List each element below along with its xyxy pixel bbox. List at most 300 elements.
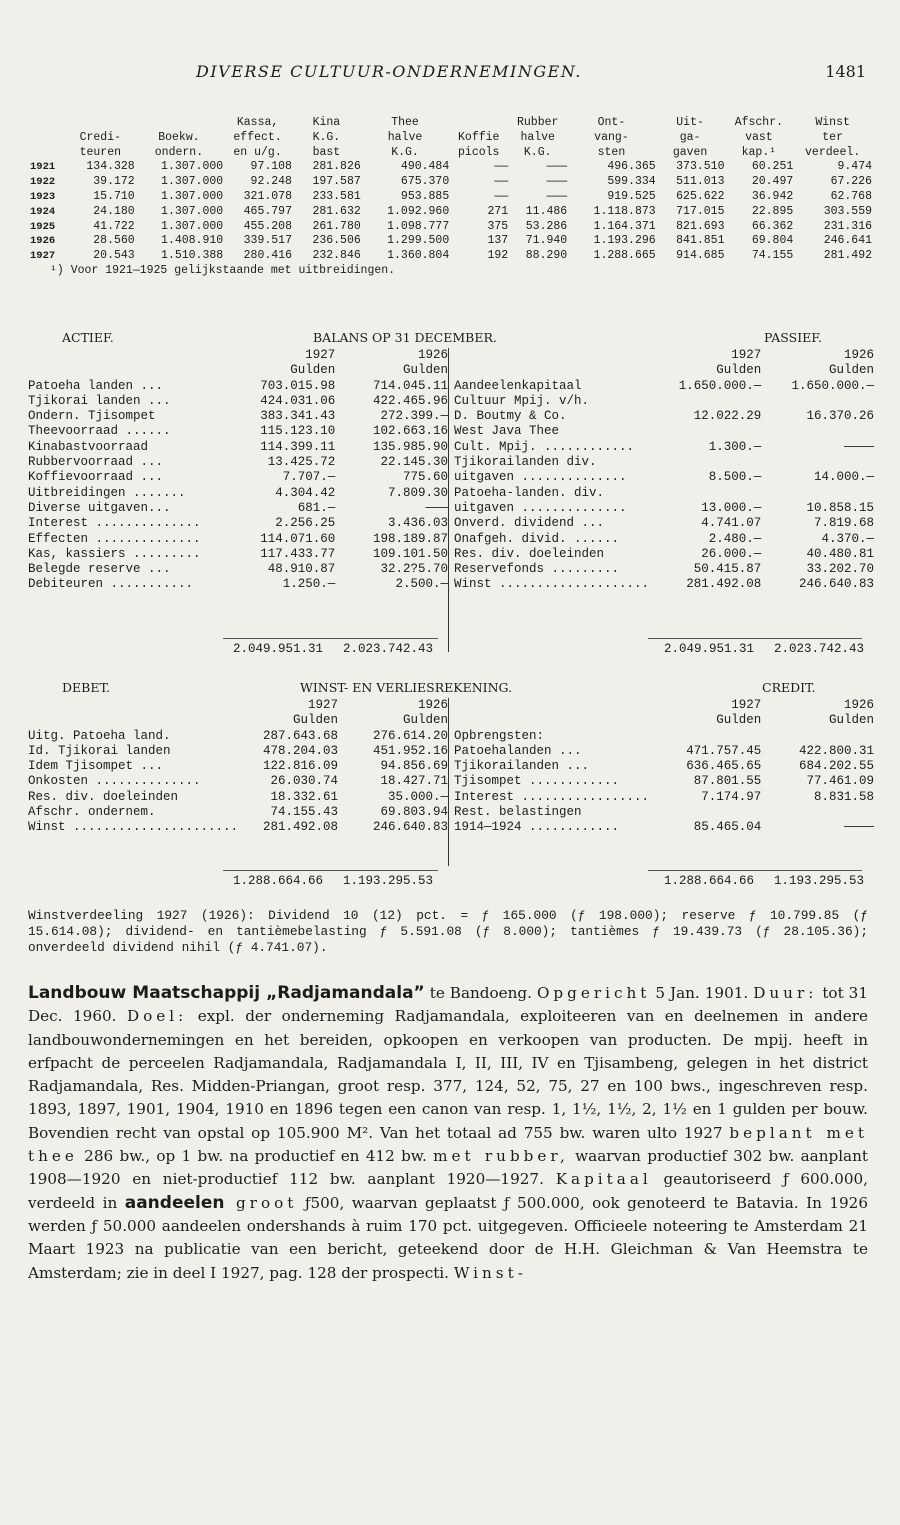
year-a: 1927 <box>731 348 762 362</box>
stats-cell: 236.506 <box>312 234 361 248</box>
stats-cell: ——— <box>546 189 568 203</box>
stats-year-header <box>30 146 66 161</box>
row-value-a <box>659 424 761 439</box>
stats-footnote: ¹) Voor 1921—1925 gelijkstaande met uitbreidingen. <box>50 263 396 277</box>
row-label: Interest .............. <box>28 516 201 531</box>
duur-text: tot 31 Dec. 1960. <box>28 984 868 1026</box>
year-row <box>454 348 874 363</box>
company-location: te Bandoeng. <box>429 984 532 1002</box>
row-value-b: 422.465.96 <box>372 393 448 408</box>
row-label: D. Boutmy & Co. <box>454 409 567 424</box>
stats-year: 1924 <box>30 205 56 218</box>
pl-heads <box>28 680 874 698</box>
unit-row <box>28 713 448 728</box>
row-value-a <box>659 805 761 820</box>
stats-header-row <box>30 116 872 131</box>
year-a: 1927 <box>308 698 339 712</box>
stats-column-header: Koffie <box>458 130 500 144</box>
stats-cell: 271 <box>487 204 509 218</box>
year-row <box>28 348 448 363</box>
row-value-b <box>761 486 874 501</box>
row-value-a: 2.480.— <box>708 531 762 546</box>
stats-footnote-row <box>30 264 872 279</box>
row-value-a: 87.801.55 <box>693 774 762 789</box>
page-number: 1481 <box>825 62 866 81</box>
table-row <box>454 729 874 744</box>
year-row <box>28 698 448 713</box>
stats-cell: ——— <box>546 160 568 174</box>
stats-cell: 15.710 <box>93 189 135 203</box>
table-row <box>454 440 874 455</box>
table-row <box>454 394 874 409</box>
row-label: Opbrengsten: <box>454 728 545 743</box>
row-value-b: 94.856.69 <box>380 759 448 774</box>
unit-row <box>28 363 448 378</box>
year-row <box>454 698 874 713</box>
stats-column-header: ga- <box>679 130 701 144</box>
row-label: Kas, kassiers ......... <box>28 546 201 561</box>
table-row <box>454 455 874 470</box>
row-value-b: ——— <box>425 500 448 515</box>
table-row <box>454 577 874 592</box>
stats-cell: 919.525 <box>607 189 656 203</box>
row-value-a: 424.031.06 <box>260 393 336 408</box>
stats-cell: 914.685 <box>676 249 725 263</box>
row-value-b: 246.640.83 <box>798 577 874 592</box>
company-name: Landbouw Maatschappij „Radjamandala” <box>28 983 425 1003</box>
year-b: 1926 <box>843 348 874 362</box>
stats-year: 1927 <box>30 250 56 263</box>
stats-cell: —— <box>494 189 509 203</box>
unit-a: Gulden <box>716 363 762 378</box>
row-value-b: 18.427.71 <box>380 774 448 789</box>
winst-label: Winst- <box>453 1263 527 1282</box>
stats-cell: 69.804 <box>751 234 794 248</box>
row-label: Koffievoorraad ... <box>28 470 164 485</box>
row-value-b: 77.461.09 <box>806 774 874 789</box>
table-row <box>28 455 448 470</box>
table-row <box>28 532 448 547</box>
credit-table <box>454 698 874 836</box>
row-value-b: 198.189.87 <box>372 531 448 546</box>
row-value-a: 281.492.08 <box>263 820 339 835</box>
stats-cell: 36.942 <box>751 189 794 203</box>
row-value-a: 287.643.68 <box>263 728 339 743</box>
row-value-b: 33.202.70 <box>806 562 874 577</box>
row-value-b: 7.819.68 <box>813 516 874 531</box>
stats-cell: 281.826 <box>312 160 361 174</box>
row-value-a: 1.250.— <box>282 577 336 592</box>
row-value-a: 383.341.43 <box>260 409 336 424</box>
row-label: 1914—1924 ............ <box>454 820 620 835</box>
stats-cell: 717.015 <box>676 204 725 218</box>
stats-row <box>30 234 872 249</box>
stats-cell: 1.307.000 <box>161 204 224 218</box>
table-row <box>454 820 874 835</box>
row-value-b: 135.985.90 <box>372 439 448 454</box>
row-value-a: 74.155.43 <box>270 805 339 820</box>
company-text-1: expl. der onderneming Radjamandala, exploiteeren van en deelnemen in andere landbouwondernemingen en het bereiden, opkoopen en verkoopen van producten. De mpij. heeft in erfpacht de perceelen Radjamandala, Radjamandala I, II, III, IV en Tjisambeng, gelegen in het district Radjamandala, Res. Midden-Priangan, groot resp. 377, 124, 52, 75, 27 en 100 bws., ingeschreven resp. 1893, 1897, 1901, 1904, 1910 en 1896 tegen een canon van resp. 1, 1½, 1½, 2, 1½ en 1 gulden per bouw. Bovendien recht van opstal op 105.900 M². Van het totaal ad 755 bw. waren ulto 1927 <box>28 1007 868 1142</box>
table-row <box>454 379 874 394</box>
row-value-a: 1.650.000.— <box>678 378 762 393</box>
stats-cell: 67.226 <box>830 175 872 189</box>
stats-cell: 303.559 <box>823 204 872 218</box>
stats-column-header: effect. <box>233 130 282 144</box>
table-row <box>28 790 448 805</box>
passief-table <box>454 348 874 593</box>
stats-cell: 953.885 <box>400 189 450 203</box>
running-header <box>28 62 874 88</box>
row-label: Kinabastvoorraad <box>28 439 149 454</box>
row-label: Belegde reserve ... <box>28 562 171 577</box>
stats-cell: 1.307.000 <box>161 160 224 174</box>
row-label: Effecten .............. <box>28 531 201 546</box>
row-label: Id. Tjikorai landen <box>28 743 171 758</box>
table-row <box>28 729 448 744</box>
stats-cell: 373.510 <box>676 160 725 174</box>
stats-cell: 246.641 <box>823 234 872 248</box>
table-row <box>28 501 448 516</box>
row-label: Tjikorailanden div. <box>454 455 597 470</box>
row-value-a: 13.425.72 <box>267 455 336 470</box>
row-value-a <box>659 394 761 409</box>
row-label: Patoeha-landen. div. <box>454 485 605 500</box>
row-value-b: 272.399.— <box>380 409 448 424</box>
row-value-b <box>761 455 874 470</box>
stats-table <box>30 116 872 279</box>
debet-total-a: 1.288.664.66 <box>232 874 323 888</box>
row-value-b: 8.831.58 <box>813 789 874 804</box>
actief-total-a: 2.049.951.31 <box>232 642 323 656</box>
kapitaal-label: Kapitaal <box>555 1170 652 1189</box>
stats-cell: 41.722 <box>93 219 135 233</box>
stats-year-header <box>30 131 66 146</box>
table-row <box>28 774 448 789</box>
row-value-a: 85.465.04 <box>693 820 762 835</box>
row-value-b <box>761 424 874 439</box>
row-value-a: 2.256.25 <box>275 516 336 531</box>
unit-b: Gulden <box>828 363 874 378</box>
unit-a: Gulden <box>293 713 339 728</box>
stats-row <box>30 205 872 220</box>
stats-cell: 465.797 <box>243 204 292 218</box>
row-value-a: 50.415.87 <box>693 562 762 577</box>
stats-cell: 197.587 <box>312 175 361 189</box>
stats-cell: 192 <box>487 249 509 263</box>
row-value-b: 2.500.— <box>395 577 448 592</box>
stats-cell: 1.193.296 <box>593 234 656 248</box>
row-value-a: 115.123.10 <box>260 424 336 439</box>
table-row <box>28 577 448 592</box>
row-value-b: 451.952.16 <box>372 743 448 758</box>
stats-column-header: halve <box>520 130 555 144</box>
stats-cell: 66.362 <box>751 219 794 233</box>
row-value-b: 69.803.94 <box>380 805 448 820</box>
stats-cell: 97.108 <box>250 160 292 174</box>
stats-cell: 9.474 <box>837 160 872 174</box>
row-value-b <box>761 805 874 820</box>
row-label: Winst ...................... <box>28 820 239 835</box>
row-value-b: 422.800.31 <box>798 743 874 758</box>
row-value-b: 109.101.50 <box>372 546 448 561</box>
actief-table <box>28 348 448 593</box>
row-label: Res. div. doeleinden <box>454 546 605 561</box>
stats-column-header <box>66 116 135 131</box>
year-b: 1926 <box>417 348 448 362</box>
stats-cell: 62.768 <box>830 189 872 203</box>
credit-heading: CREDIT. <box>762 680 816 695</box>
unit-b: Gulden <box>402 363 448 378</box>
stats-cell: 496.365 <box>607 160 656 174</box>
row-value-b: 1.650.000.— <box>791 378 874 393</box>
stats-column-header: Afschr. <box>734 116 784 129</box>
header-title: DIVERSE CULTUUR-ONDERNEMINGEN. <box>196 62 582 81</box>
row-value-b <box>761 394 874 409</box>
row-label: Cultuur Mpij. v/h. <box>454 393 590 408</box>
row-label: Theevoorraad ...... <box>28 424 171 439</box>
stats-cell: 28.560 <box>93 234 135 248</box>
beplant-label: beplant met thee <box>28 1123 868 1166</box>
stats-cell: 455.208 <box>243 219 292 233</box>
row-value-a: 13.000.— <box>701 500 762 515</box>
row-label: Patoeha landen ... <box>28 378 164 393</box>
stats-cell: 625.622 <box>676 189 725 203</box>
row-value-b: 684.202.55 <box>798 759 874 774</box>
row-label: Winst .................... <box>454 577 650 592</box>
table-row <box>454 547 874 562</box>
stats-column-header: Thee <box>391 116 419 129</box>
stats-cell: 74.155 <box>751 249 794 263</box>
row-value-a: 4.741.07 <box>701 516 762 531</box>
stats-column-header: Rubber <box>517 116 559 129</box>
row-value-a: 7.707.— <box>282 470 336 485</box>
year-a: 1927 <box>305 348 336 362</box>
table-row <box>28 486 448 501</box>
table-row <box>28 547 448 562</box>
table-row <box>454 516 874 531</box>
stats-cell: 261.780 <box>312 219 361 233</box>
unit-a: Gulden <box>716 713 762 728</box>
row-label: uitgaven .............. <box>454 500 627 515</box>
stats-cell: 232.846 <box>312 249 361 263</box>
stats-column-header: vast <box>745 130 773 144</box>
stats-cell: 1.307.000 <box>161 175 224 189</box>
row-value-b: 16.370.26 <box>806 409 874 424</box>
row-label: Debiteuren ........... <box>28 577 194 592</box>
stats-column-header <box>135 116 223 131</box>
row-value-b: 40.480.81 <box>806 546 874 561</box>
stats-header-row <box>30 146 872 161</box>
row-label: Onkosten .............. <box>28 774 201 789</box>
passief-total-a: 2.049.951.31 <box>663 642 754 656</box>
table-row <box>454 790 874 805</box>
stats-cell: 511.013 <box>676 175 725 189</box>
stats-cell: 675.370 <box>400 175 450 189</box>
stats-column-header: Kina <box>312 116 341 129</box>
table-row <box>454 470 874 485</box>
row-label: Reservefonds ......... <box>454 562 620 577</box>
winstverdeeling-note: Winstverdeeling 1927 (1926): Dividend 10 (12) pct. = ƒ 165.000 (ƒ 198.000); reserve ƒ 10.799.85 (ƒ 15.614.08); dividend- en tantièmebelasting ƒ 5.591.08 (ƒ 8.000); tantièmes ƒ 19.439.73 (ƒ 28.105.36); onverdeeld dividend nihil (ƒ 4.741.07). <box>28 908 868 955</box>
company-paragraph <box>28 982 868 1285</box>
row-label: Onverd. dividend ... <box>454 516 605 531</box>
stats-column-header: Kassa, <box>236 116 279 129</box>
stats-cell: 280.416 <box>243 249 292 263</box>
stats-cell: 39.172 <box>93 175 135 189</box>
unit-a: Gulden <box>290 363 336 378</box>
stats-column-header: teuren <box>79 145 122 159</box>
table-row <box>454 501 874 516</box>
row-label: Cult. Mpij. ............ <box>454 439 635 454</box>
stats-column-header: Ont- <box>597 116 626 129</box>
doel-label: Doel: <box>126 1007 188 1026</box>
table-row <box>454 744 874 759</box>
stats-year-header <box>30 116 66 131</box>
stats-cell: 53.286 <box>525 219 568 233</box>
table-row <box>28 409 448 424</box>
stats-cell: 11.486 <box>525 204 568 218</box>
row-value-a <box>659 729 761 744</box>
stats-cell: 88.290 <box>525 249 568 263</box>
table-row <box>28 744 448 759</box>
row-value-a: 8.500.— <box>708 470 762 485</box>
stats-year: 1923 <box>30 190 56 203</box>
row-value-b: 276.614.20 <box>372 728 448 743</box>
row-label: Onafgeh. divid. ...... <box>454 531 620 546</box>
stats-cell: 134.328 <box>86 160 135 174</box>
stats-cell: 1.299.500 <box>387 234 450 248</box>
year-b: 1926 <box>417 698 448 712</box>
row-label: Tjikorai landen ... <box>28 393 171 408</box>
row-value-a: 12.022.29 <box>693 409 762 424</box>
row-label: Res. div. doeleinden <box>28 789 179 804</box>
row-value-b: 3.436.03 <box>387 516 448 531</box>
row-value-a: 478.204.03 <box>263 743 339 758</box>
company-text-5: ƒ500, waarvan geplaatst ƒ 500.000, ook genoteerd te Batavia. In 1926 werden ƒ 50.000 aandeelen ondershands à ruim 170 pct. uitgegeven. Officieele noteering te Amsterdam 21 Maart 1923 na publicatie van een bericht, geteekend door de H.H. Gleichman & Van Heemstra te Amsterdam; zie in deel I 1927, pag. 128 der prospecti. <box>28 1193 869 1282</box>
stats-row <box>30 190 872 205</box>
stats-row <box>30 220 872 235</box>
row-value-a: 471.757.45 <box>686 743 762 758</box>
stats-cell: 233.581 <box>312 189 361 203</box>
passief-total-b: 2.023.742.43 <box>773 642 864 656</box>
row-label: Patoehalanden ... <box>454 743 582 758</box>
stats-column-header: K.G. <box>391 145 419 159</box>
row-value-a: 7.174.97 <box>701 789 762 804</box>
row-label: uitgaven .............. <box>454 470 627 485</box>
stats-column-header: Boekw. <box>158 130 200 144</box>
row-value-a: 703.015.98 <box>260 378 336 393</box>
stats-cell: 1.408.910 <box>161 234 224 248</box>
stats-column-header: K.G. <box>312 130 341 144</box>
row-value-b: 35.000.— <box>387 789 448 804</box>
company-text-2: 286 bw., op 1 bw. na productief en 412 bw. <box>77 1147 434 1166</box>
stats-cell: 281.492 <box>823 249 872 263</box>
row-value-b: 714.045.11 <box>372 378 448 393</box>
met-rubber-label: met rubber, <box>433 1147 569 1166</box>
table-row <box>28 562 448 577</box>
groot-label: groot <box>224 1193 298 1212</box>
stats-column-header: verdeel. <box>805 145 861 159</box>
stats-cell: 1.510.388 <box>161 249 224 263</box>
debet-table <box>28 698 448 836</box>
table-row <box>28 820 448 835</box>
table-row <box>454 424 874 439</box>
stats-column-header: vang- <box>594 130 629 144</box>
row-value-a: 18.332.61 <box>270 789 339 804</box>
stats-cell: 599.334 <box>607 175 656 189</box>
table-row <box>454 532 874 547</box>
row-value-b <box>761 729 874 744</box>
stats-column-header: halve <box>387 130 423 144</box>
stats-column-header: picols <box>458 145 500 159</box>
opgericht-text: 5 Jan. 1901. <box>650 984 754 1002</box>
stats-column-header: K.G. <box>523 145 552 159</box>
stats-year: 1926 <box>30 235 56 248</box>
stats-cell: 1.288.665 <box>593 249 656 263</box>
actief-heading: ACTIEF. <box>62 330 114 345</box>
row-value-b: 32.2?5.70 <box>380 562 448 577</box>
profit-loss <box>28 680 874 888</box>
row-value-b: 7.809.30 <box>387 485 448 500</box>
row-value-a: 26.030.74 <box>270 774 339 789</box>
stats-cell: 1.164.371 <box>593 219 656 233</box>
unit-row <box>454 713 874 728</box>
row-value-b: 22.145.30 <box>380 455 448 470</box>
stats-cell: 339.517 <box>243 234 292 248</box>
stats-year: 1925 <box>30 220 56 233</box>
stats-cell: 20.497 <box>751 175 794 189</box>
credit-total-b: 1.193.295.53 <box>773 874 864 888</box>
stats-column-header: Credi- <box>79 130 122 144</box>
row-value-a: 48.910.87 <box>267 562 336 577</box>
row-value-a: 4.304.42 <box>275 485 336 500</box>
row-label: Tjisompet ............ <box>454 774 620 789</box>
stats-column-header: gaven <box>672 145 708 159</box>
row-label: Uitbreidingen ....... <box>28 485 186 500</box>
row-value-a: 681.— <box>297 500 336 515</box>
stats-cell: 22.895 <box>751 204 794 218</box>
stats-cell: 137 <box>487 234 509 248</box>
stats-column-header <box>449 116 508 131</box>
table-row <box>28 805 448 820</box>
table-row <box>28 759 448 774</box>
row-value-a <box>659 486 761 501</box>
row-value-b: 246.640.83 <box>372 820 448 835</box>
year-b: 1926 <box>843 698 874 712</box>
row-value-a: 122.816.09 <box>263 759 339 774</box>
row-label: Uitg. Patoeha land. <box>28 728 171 743</box>
row-value-a: 26.000.— <box>701 546 762 561</box>
stats-column-header: kap.¹ <box>741 145 777 159</box>
passief-heading: PASSIEF. <box>764 330 822 345</box>
row-label: West Java Thee <box>454 424 560 439</box>
row-value-a <box>659 455 761 470</box>
stats-row <box>30 249 872 264</box>
stats-column-header: ter <box>822 130 843 144</box>
stats-cell: —— <box>494 175 509 189</box>
row-value-b: 14.000.— <box>813 470 874 485</box>
stats-cell: 375 <box>487 219 509 233</box>
stats-cell: 1.307.000 <box>161 189 224 203</box>
balance-heads <box>28 330 874 348</box>
unit-row <box>454 363 874 378</box>
row-label: Interest ................. <box>454 789 650 804</box>
row-value-a: 1.300.— <box>708 439 762 454</box>
stats-column-header: en u/g. <box>233 145 282 159</box>
stats-cell: 1.307.000 <box>161 219 224 233</box>
stats-cell: 1.118.873 <box>593 204 656 218</box>
debet-heading: DEBET. <box>62 680 110 695</box>
stats-cell: 490.484 <box>400 160 450 174</box>
